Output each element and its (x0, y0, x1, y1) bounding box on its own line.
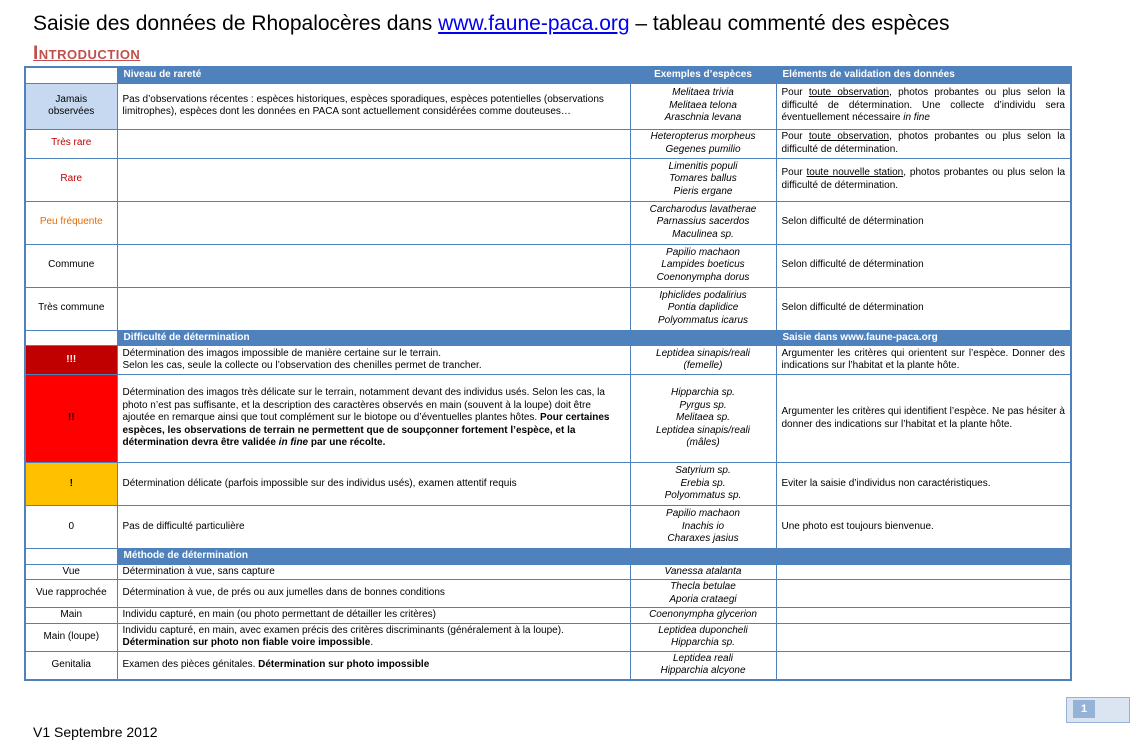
bold-text: Pour certaines espèces, les observations de terrain ne permettent que de soupçonner fortement l’espèce, et la détermination devra être validée (122, 412, 610, 449)
rarity-level: Très rare (25, 129, 117, 158)
val-underlined: toute observation (808, 131, 890, 142)
species-example: Pyrgus sp. (679, 399, 727, 411)
method-level: Main (loupe) (25, 623, 117, 651)
species-example: Gegenes pumilio (665, 143, 741, 155)
species-examples (630, 623, 776, 651)
species-examples (630, 158, 776, 201)
species-examples (630, 346, 776, 375)
table-row (25, 201, 1071, 244)
species-example: Thecla betulae (670, 581, 736, 592)
description-text: Examen des pièces génitales. (122, 658, 259, 670)
table-row (25, 564, 1071, 580)
method-level: Vue rapprochée (25, 580, 117, 608)
page-number-box (1066, 697, 1130, 723)
species-example: Coenonympha dorus (656, 271, 750, 283)
rarity-level: Rare (25, 158, 117, 201)
species-examples (630, 608, 776, 624)
species-example: Coenonympha glycerion (649, 609, 757, 620)
empty-cell (776, 651, 1071, 680)
table-row (25, 346, 1071, 375)
rarity-description: Pas d’observations récentes : espèces historiques, espèces sporadiques, espèces potentielles (observations limitrophes), espèces dont les données en PACA sont actuellement considérées comme douteuses… (117, 83, 630, 129)
species-example: Parnassius sacerdos (656, 216, 750, 228)
species-examples (630, 244, 776, 287)
difficulty-level: ! (25, 463, 117, 506)
species-example: Vanessa atalanta (664, 565, 742, 577)
species-example: Leptidea sinapis/reali (656, 347, 750, 359)
description-text: Détermination des imagos très délicate sur le terrain, notamment devant des individus usés. Selon les cas, la photo n’est pas suffisante, et la description des caractères observés en main (souvent à la loupe) doit être ajoutée en remarque ainsi que tout complément sur le biotope ou d’éventuelles plantes hôtes. (122, 387, 605, 424)
species-example: Polyommatus sp. (664, 490, 742, 502)
species-example: Hipparchia alcyone (660, 665, 746, 676)
table-row (25, 580, 1071, 608)
difficulty-description (117, 346, 630, 375)
species-examples (630, 463, 776, 506)
species-examples (630, 83, 776, 129)
rarity-level: Jamais observées (25, 83, 117, 129)
method-description: Détermination à vue, de prés ou aux jumelles dans de bonnes conditions (117, 580, 630, 608)
species-examples (630, 580, 776, 608)
species-example: Polyommatus icarus (657, 314, 749, 326)
entry-text: Argumenter les critères qui orientent sur l’espèce. Donner des indications sur l’habitat et la plante hôte. (776, 346, 1071, 375)
table-row (25, 651, 1071, 680)
bold-text: Détermination sur photo non fiable voire impossible (122, 637, 371, 648)
table-row (25, 375, 1071, 463)
method-header-row (25, 549, 1071, 565)
species-example: Leptidea reali (672, 652, 734, 664)
val-pre: Pour (781, 167, 807, 178)
description-line: Individu capturé, en main, avec examen précis des critères discriminants (généralement à la loupe). (122, 624, 564, 636)
species-example: Charaxes jasius (667, 533, 739, 545)
document-title (33, 12, 949, 36)
difficulty-description (117, 375, 630, 463)
species-example: Leptidea duponcheli (658, 624, 748, 636)
table-row (25, 287, 1071, 330)
method-description: Détermination à vue, sans capture (117, 564, 630, 580)
empty-cell (776, 623, 1071, 651)
difficulty-header-row (25, 330, 1071, 346)
rarity-description (117, 201, 630, 244)
difficulty-level: !!! (25, 346, 117, 375)
difficulty-level: !! (25, 375, 117, 463)
empty-cell (776, 564, 1071, 580)
table-row (25, 463, 1071, 506)
header-blank (776, 549, 1071, 565)
val-post: , photos probantes ou plus selon la difficulté de détermination. Une collecte d’individu sera éventuellement nécessaire (781, 87, 1066, 124)
validation-text (776, 129, 1071, 158)
header-blank (25, 330, 117, 346)
method-level: Genitalia (25, 651, 117, 680)
val-pre: Pour (781, 87, 809, 99)
val-underlined: toute observation (808, 87, 890, 99)
table-row (25, 623, 1071, 651)
entry-text: Argumenter les critères qui identifient l’espèce. Ne pas hésiter à donner des indications sur l’habitat et la plante hôte. (776, 375, 1071, 463)
species-example: Satyrium sp. (675, 465, 731, 477)
rarity-header: Niveau de rareté (117, 67, 630, 83)
description-line: Détermination des imagos impossible de manière certaine sur le terrain. (122, 347, 441, 359)
species-example: Tomares ballus (669, 173, 737, 185)
species-examples (630, 287, 776, 330)
val-underlined: toute nouvelle station (806, 167, 904, 178)
rarity-description (117, 129, 630, 158)
species-example: Melitaea telona (669, 99, 737, 111)
species-example: Maculinea sp. (672, 228, 734, 240)
rarity-header-row (25, 67, 1071, 83)
method-description (117, 651, 630, 680)
species-example: Leptidea sinapis/reali (656, 424, 750, 436)
method-header: Méthode de détermination (117, 549, 630, 565)
entry-header: Saisie dans www.faune-paca.org (776, 330, 1071, 346)
bold-italic: in fine (278, 437, 309, 449)
bold-tail: par une récolte. (308, 437, 386, 449)
title-suffix: – tableau commenté des espèces (629, 12, 950, 35)
species-examples (630, 129, 776, 158)
rarity-level: Commune (25, 244, 117, 287)
species-example: Pontia daplidice (667, 302, 739, 314)
validation-text: Selon difficulté de détermination (776, 201, 1071, 244)
validation-text: Selon difficulté de détermination (776, 244, 1071, 287)
table-row (25, 83, 1071, 129)
footer-version: V1 Septembre 2012 (33, 724, 158, 740)
species-examples (630, 564, 776, 580)
val-post: , photos probantes ou plus selon la difficulté de détermination. (781, 131, 1066, 155)
faune-paca-link[interactable]: www.faune-paca.org (438, 12, 630, 35)
species-example: Lampides boeticus (661, 259, 745, 271)
header-blank (630, 330, 776, 346)
table-row (25, 608, 1071, 624)
species-example: Iphiclides podalirius (659, 289, 747, 301)
method-level: Vue (25, 564, 117, 580)
table-row (25, 158, 1071, 201)
difficulty-level: 0 (25, 506, 117, 549)
rarity-description (117, 158, 630, 201)
rarity-description (117, 244, 630, 287)
rarity-level: Peu fréquente (25, 201, 117, 244)
species-example: Limenitis populi (668, 160, 738, 172)
page-number: 1 (1073, 700, 1095, 718)
species-example: Hipparchia sp. (671, 387, 735, 399)
validation-text (776, 158, 1071, 201)
val-italic: in fine (903, 112, 930, 124)
examples-header: Exemples d’espèces (630, 67, 776, 83)
species-example: Heteropterus morpheus (650, 131, 756, 142)
empty-cell (776, 580, 1071, 608)
species-example: Hipparchia sp. (671, 637, 735, 648)
bold-text: Détermination sur photo impossible (258, 658, 430, 670)
rarity-level: Très commune (25, 287, 117, 330)
species-example: Melitaea sp. (676, 412, 730, 424)
entry-text: Une photo est toujours bienvenue. (776, 506, 1071, 549)
method-level: Main (25, 608, 117, 624)
species-example: Carcharodus lavatherae (649, 203, 757, 215)
species-example: Araschnia levana (664, 112, 742, 124)
species-examples (630, 651, 776, 680)
header-blank (25, 549, 117, 565)
val-post: , photos probantes ou plus selon la difficulté de détermination. (781, 167, 1066, 191)
species-example: Inachis io (681, 520, 725, 532)
table-row (25, 244, 1071, 287)
species-examples (630, 506, 776, 549)
species-example: Papilio machaon (666, 508, 740, 520)
description-line: Selon les cas, seule la collecte ou l’observation des chenilles permet de trancher. (122, 360, 482, 371)
difficulty-description: Détermination délicate (parfois impossible sur des individus usés), examen attentif requis (117, 463, 630, 506)
entry-text: Eviter la saisie d’individus non caractéristiques. (776, 463, 1071, 506)
difficulty-header: Difficulté de détermination (117, 330, 630, 346)
val-pre: Pour (781, 131, 809, 142)
method-description: Individu capturé, en main (ou photo permettant de détailler les critères) (117, 608, 630, 624)
bold-tail: . (370, 637, 374, 648)
species-example: Erebia sp. (680, 477, 726, 489)
species-example: Aporia crataegi (669, 593, 737, 605)
title-text: Saisie des données de Rhopalocères dans (33, 12, 439, 35)
table-row (25, 129, 1071, 158)
validation-text (776, 83, 1071, 129)
section-heading: Introduction (33, 43, 141, 64)
difficulty-description: Pas de difficulté particulière (117, 506, 630, 549)
species-example: (femelle) (683, 360, 723, 371)
rarity-description (117, 287, 630, 330)
header-blank (25, 67, 117, 83)
validation-header: Eléments de validation des données (776, 67, 1071, 83)
species-examples (630, 201, 776, 244)
method-description (117, 623, 630, 651)
header-blank (630, 549, 776, 565)
species-example: Melitaea trivia (672, 87, 734, 99)
validation-text: Selon difficulté de détermination (776, 287, 1071, 330)
table-row (25, 506, 1071, 549)
species-examples (630, 375, 776, 463)
species-example: Papilio machaon (666, 246, 740, 258)
description-bold-line (123, 637, 625, 650)
empty-cell (776, 608, 1071, 624)
species-example: Pieris ergane (673, 185, 733, 197)
species-table (24, 66, 1072, 681)
species-example: (mâles) (686, 437, 720, 449)
